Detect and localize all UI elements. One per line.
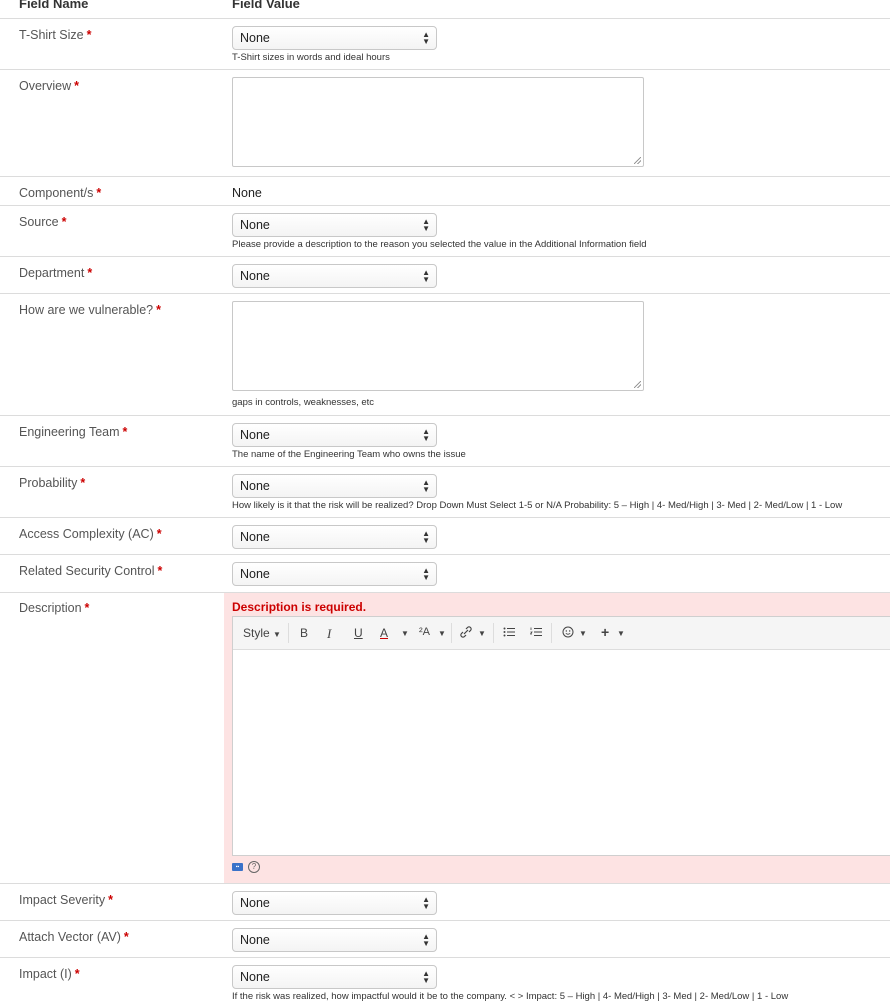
required-marker: * [87,266,93,280]
label-text: Attach Vector (AV) [19,930,121,944]
field-label [19,425,127,439]
field-label [19,266,92,280]
italic-button[interactable]: I [327,626,332,641]
row-attach-vector [0,920,890,958]
field-label [19,215,66,229]
required-marker: * [74,79,79,93]
style-dropdown[interactable] [243,626,281,640]
select-value: None [240,479,270,493]
select-arrows-icon: ▲ ▼ [422,529,430,545]
label-text: Access Complexity (AC) [19,527,154,541]
required-marker: * [123,930,129,944]
row-source [0,205,890,257]
link-icon[interactable] [459,626,473,641]
row-access-complexity [0,517,890,555]
resize-handle-icon[interactable] [634,381,641,388]
field-help-text: How likely is it that the risk will be realized? Drop Down Must Select 1-5 or N/A Probability: 5 – High | 4- Med/High | 3- Med | 2- Med/Low | 1 - Low [232,500,843,511]
underline-button[interactable]: U [354,626,363,640]
table-header [0,0,890,18]
field-value-heading: Field Value [232,0,300,11]
security-control-select[interactable] [232,562,437,586]
required-marker: * [96,186,102,200]
label-text: Related Security Control [19,564,155,578]
select-arrows-icon: ▲ ▼ [422,478,430,494]
description-error-message: Description is required. [232,600,367,614]
required-marker: * [156,527,162,541]
field-label [19,967,80,981]
toolbar-divider [493,623,494,643]
label-text: T-Shirt Size [19,28,84,42]
resize-handle-icon[interactable] [634,157,641,164]
help-icon[interactable]: ? [248,861,260,873]
select-value: None [240,269,270,283]
select-value: None [240,31,270,45]
impact-severity-select[interactable] [232,891,437,915]
caret-down-icon[interactable]: ▼ [438,629,446,638]
select-value: None [240,218,270,232]
numbered-list-icon[interactable] [530,626,542,640]
toolbar-divider [288,623,289,643]
tshirt-size-select[interactable] [232,26,437,50]
select-value: None [240,896,270,910]
row-vulnerable [0,293,890,416]
label-text: Description [19,601,82,615]
select-value: None [240,970,270,984]
row-probability [0,466,890,518]
select-arrows-icon: ▲ ▼ [422,427,430,443]
row-impact-severity [0,883,890,921]
field-label [19,930,129,944]
row-department [0,256,890,294]
emoticon-icon[interactable] [562,626,574,641]
field-label [19,303,161,317]
caret-down-icon[interactable]: ▼ [401,629,409,638]
required-marker: * [80,476,86,490]
required-marker: * [108,893,114,907]
field-help-text: If the risk was realized, how impactful would it be to the company. < > Impact: 5 – High | 4- Med/High | 3- Med | 2- Med/Low | 1 - Low [232,991,789,1002]
field-help-text: gaps in controls, weaknesses, etc [232,397,375,408]
editor-toolbar [233,617,890,650]
row-engineering-team [0,415,890,467]
select-arrows-icon: ▲ ▼ [422,217,430,233]
select-arrows-icon: ▲ ▼ [422,566,430,582]
select-arrows-icon: ▲ ▼ [422,268,430,284]
select-arrows-icon: ▲ ▼ [422,895,430,911]
field-label [19,601,89,615]
field-label [19,527,162,541]
select-arrows-icon: ▲ ▼ [422,932,430,948]
required-marker: * [84,601,90,615]
required-marker: * [61,215,67,229]
caret-down-icon[interactable]: ▼ [478,629,486,638]
overview-textarea[interactable] [232,77,644,167]
field-help-text: The name of the Engineering Team who owns the issue [232,449,466,460]
field-help-text: T-Shirt sizes in words and ideal hours [232,52,390,63]
label-text: Component/s [19,186,94,200]
row-tshirt-size [0,18,890,70]
toolbar-divider [551,623,552,643]
label-text: How are we vulnerable? [19,303,154,317]
required-marker: * [74,967,80,981]
select-value: None [240,530,270,544]
required-marker: * [157,564,163,578]
field-help-text: Please provide a description to the reason you selected the value in the Additional Information field [232,239,647,250]
label-text: Impact (I) [19,967,72,981]
impact-select[interactable] [232,965,437,989]
insert-plus-icon[interactable]: + [601,624,610,640]
label-text: Probability [19,476,78,490]
select-value: None [240,567,270,581]
attach-vector-select[interactable] [232,928,437,952]
label-text: Impact Severity [19,893,106,907]
field-label [19,186,101,200]
required-marker: * [86,28,92,42]
probability-select[interactable] [232,474,437,498]
engineering-team-select[interactable] [232,423,437,447]
toolbar-divider [451,623,452,643]
caret-down-icon: ▼ [273,630,281,639]
field-label [19,564,162,578]
field-name-heading: Field Name [19,0,89,11]
bullet-list-icon[interactable] [503,626,515,640]
select-arrows-icon: ▲ ▼ [422,969,430,985]
source-select[interactable] [232,213,437,237]
bold-button[interactable]: B [300,626,309,640]
row-security-control [0,554,890,593]
vulnerable-textarea[interactable] [232,301,644,391]
field-label [19,28,91,42]
text-color-button[interactable]: A [380,626,389,640]
field-label [19,476,85,490]
style-label: Style [243,626,270,640]
select-value: None [240,428,270,442]
required-marker: * [156,303,161,317]
access-complexity-select[interactable] [232,525,437,549]
row-impact [0,957,890,1002]
font-size-button[interactable]: ²A [419,626,430,638]
label-text: Source [19,215,59,229]
label-text: Engineering Team [19,425,120,439]
row-components [0,176,890,206]
required-marker: * [122,425,128,439]
macro-icon[interactable]: ▪▪ [232,863,243,871]
select-arrows-icon: ▲ ▼ [422,30,430,46]
label-text: Overview [19,79,72,93]
field-label [19,893,113,907]
row-overview [0,69,890,177]
description-rich-text-editor[interactable] [232,616,890,856]
select-value: None [240,933,270,947]
caret-down-icon[interactable]: ▼ [579,629,587,638]
components-value: None [232,186,262,200]
label-text: Department [19,266,85,280]
department-select[interactable] [232,264,437,288]
caret-down-icon[interactable]: ▼ [617,629,625,638]
field-label [19,79,79,93]
